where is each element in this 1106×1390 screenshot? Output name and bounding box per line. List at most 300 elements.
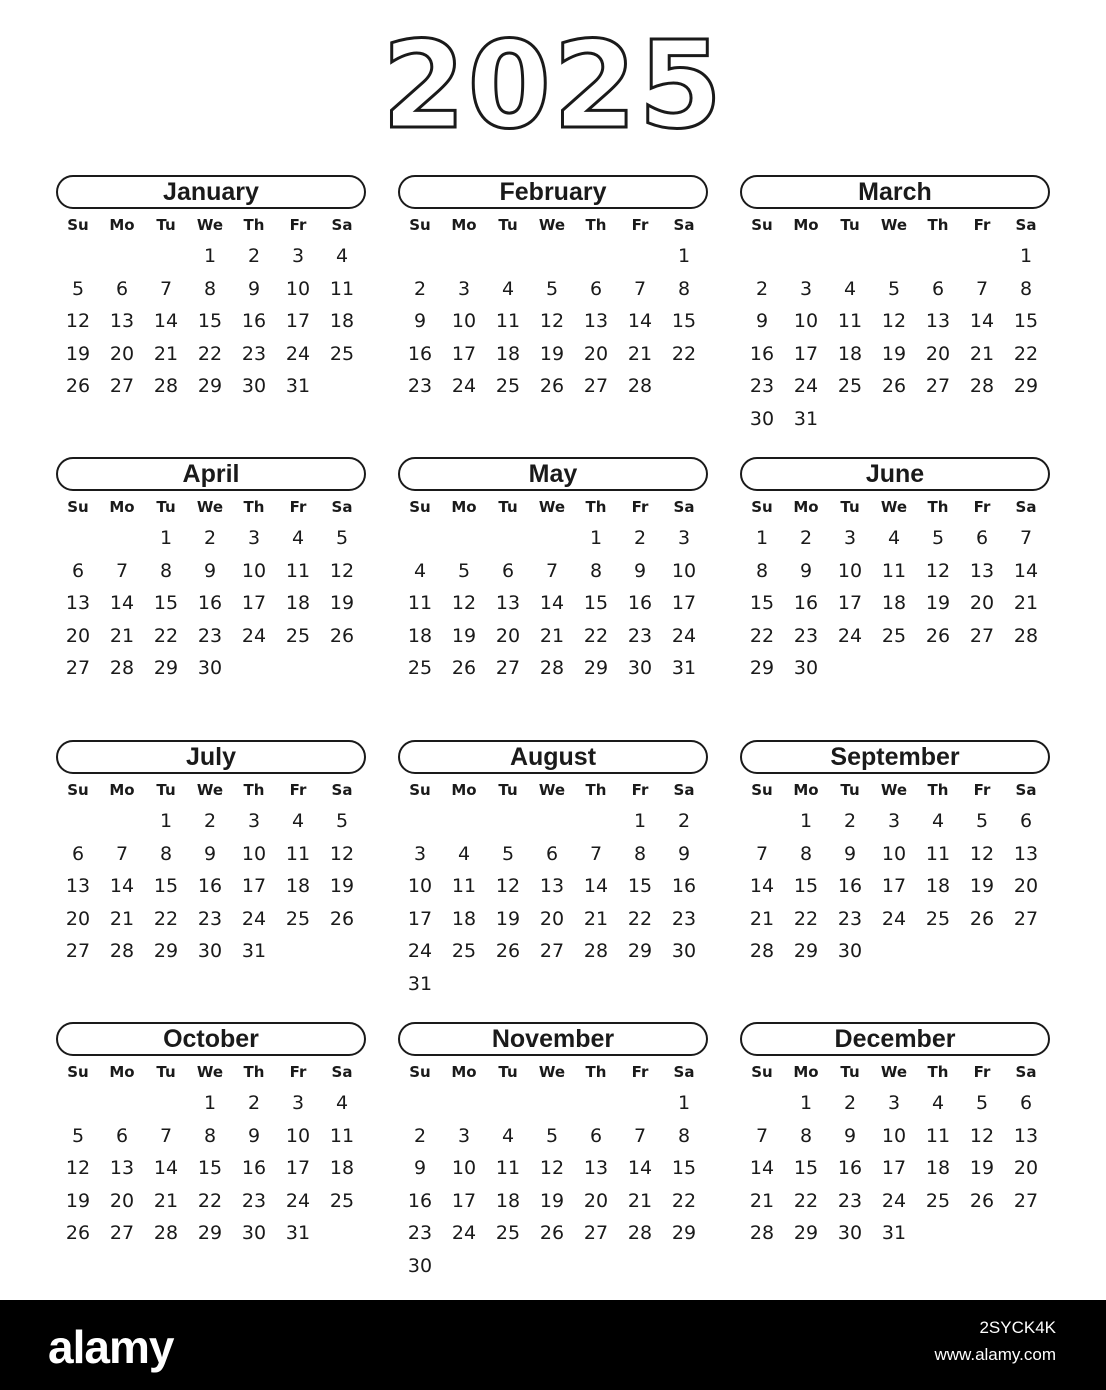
day-cell: 20	[109, 342, 135, 365]
footer-image-id: 2SYCK4K	[979, 1318, 1056, 1337]
weekday-label: Tu	[156, 1063, 176, 1081]
day-cell: 4	[335, 245, 349, 267]
day-cell: 22	[793, 907, 819, 930]
day-cell: 12	[969, 842, 995, 865]
weekday-label: Mo	[109, 498, 135, 516]
day-cell: 14	[583, 875, 609, 897]
day-cell: 16	[197, 875, 223, 897]
day-cell: 21	[153, 342, 179, 365]
month-september	[740, 740, 1050, 962]
day-cell: 23	[627, 624, 653, 647]
day-cell: 4	[501, 277, 515, 300]
day-cell: 7	[115, 559, 129, 582]
day-cell: 28	[109, 657, 135, 679]
weekday-label: Fr	[973, 781, 991, 799]
day-cell: 13	[969, 559, 995, 582]
day-cell: 23	[241, 1189, 267, 1212]
weekday-label: Su	[751, 216, 773, 234]
day-cell: 25	[285, 624, 311, 647]
day-cell: 8	[159, 559, 173, 582]
day-cell: 2	[677, 810, 691, 832]
day-cell: 17	[881, 875, 907, 897]
day-cell: 29	[793, 940, 819, 962]
day-cell: 13	[583, 310, 609, 332]
weekday-label: Tu	[498, 781, 518, 799]
day-cell: 27	[539, 940, 565, 962]
footer-url: www.alamy.com	[934, 1345, 1056, 1364]
day-cell: 26	[969, 1189, 995, 1212]
day-cell: 27	[65, 657, 91, 679]
day-cell: 4	[931, 1092, 945, 1114]
day-cell: 29	[749, 657, 775, 679]
year-title: 2025	[382, 17, 724, 156]
weekday-label: We	[196, 216, 224, 234]
day-cell: 20	[495, 624, 521, 647]
weekday-label: Tu	[156, 498, 176, 516]
day-cell: 22	[627, 907, 653, 930]
day-cell: 18	[837, 342, 863, 365]
month-february	[398, 175, 708, 397]
day-cell: 30	[627, 657, 653, 679]
day-cell: 13	[1013, 1124, 1039, 1147]
day-cell: 9	[677, 842, 691, 865]
day-cell: 20	[1013, 875, 1039, 897]
day-cell: 1	[203, 245, 217, 267]
weekday-label: Su	[67, 781, 89, 799]
day-cell: 11	[925, 842, 951, 865]
weekday-label: Fr	[289, 781, 307, 799]
day-cell: 24	[671, 624, 697, 647]
day-cell: 28	[109, 940, 135, 962]
day-cell: 18	[925, 875, 951, 897]
day-cell: 23	[837, 907, 863, 930]
day-cell: 16	[793, 592, 819, 614]
weekday-label: Th	[927, 216, 949, 234]
day-cell: 8	[677, 1124, 691, 1147]
day-cell: 3	[247, 527, 261, 549]
day-cell: 26	[65, 375, 91, 397]
weekday-label: Tu	[156, 781, 176, 799]
day-cell: 19	[495, 907, 521, 930]
day-cell: 27	[109, 375, 135, 397]
weekday-label: Tu	[498, 1063, 518, 1081]
day-cell: 10	[881, 842, 907, 865]
day-cell: 19	[329, 875, 355, 897]
day-cell: 18	[285, 592, 311, 614]
day-cell: 24	[451, 375, 477, 397]
day-cell: 28	[969, 375, 995, 397]
day-cell: 9	[203, 842, 217, 865]
day-cell: 5	[975, 1092, 989, 1114]
weekday-header-row	[740, 210, 1050, 240]
day-cell: 22	[671, 1189, 697, 1212]
weekday-label: Mo	[793, 216, 819, 234]
weekday-label: Mo	[451, 781, 477, 799]
day-cell: 18	[329, 310, 355, 332]
day-cell: 17	[241, 592, 267, 614]
day-cell: 29	[793, 1222, 819, 1244]
day-cell: 5	[335, 527, 349, 549]
day-cell: 19	[539, 342, 565, 365]
weekday-label: Sa	[331, 498, 353, 516]
weekday-label: Tu	[840, 781, 860, 799]
day-cell: 31	[285, 375, 311, 397]
day-cell: 31	[793, 407, 819, 430]
day-cell: 26	[495, 940, 521, 962]
weekday-label: Tu	[840, 498, 860, 516]
month-name: September	[740, 740, 1050, 774]
day-cell: 23	[837, 1189, 863, 1212]
day-cell: 24	[881, 907, 907, 930]
day-cell: 4	[887, 527, 901, 549]
day-cell: 3	[291, 1092, 305, 1114]
day-cell: 25	[837, 375, 863, 397]
weekday-label: Fr	[973, 1063, 991, 1081]
day-cell: 24	[451, 1222, 477, 1244]
day-cell: 4	[931, 810, 945, 832]
day-cell: 28	[749, 1222, 775, 1244]
day-cell: 18	[881, 592, 907, 614]
day-cell: 24	[881, 1189, 907, 1212]
day-cell: 6	[115, 277, 129, 300]
day-cell: 13	[539, 875, 565, 897]
day-cell: 26	[329, 624, 355, 647]
day-cell: 11	[495, 310, 521, 332]
day-cell: 31	[881, 1222, 907, 1244]
day-cell: 15	[749, 592, 775, 614]
weekday-header-row	[398, 1057, 708, 1087]
footer-logo: alamy	[48, 1321, 174, 1373]
day-cell: 19	[451, 624, 477, 647]
month-name: July	[56, 740, 366, 774]
day-cell: 9	[799, 559, 813, 582]
weekday-label: Sa	[331, 781, 353, 799]
day-cell: 2	[633, 527, 647, 549]
day-cell: 31	[671, 657, 697, 679]
day-cell: 22	[153, 624, 179, 647]
day-cell: 13	[109, 1157, 135, 1179]
day-cell: 28	[153, 375, 179, 397]
weekday-header-row	[56, 1057, 366, 1087]
day-cell: 18	[925, 1157, 951, 1179]
day-cell: 20	[925, 342, 951, 365]
weekday-label: Sa	[1015, 781, 1037, 799]
day-cell: 11	[451, 875, 477, 897]
weekday-label: We	[880, 781, 908, 799]
weekday-label: Su	[751, 781, 773, 799]
day-cell: 22	[583, 624, 609, 647]
weekday-label: Mo	[793, 781, 819, 799]
day-cell: 23	[241, 342, 267, 365]
day-cell: 24	[793, 375, 819, 397]
weekday-label: We	[538, 498, 566, 516]
day-cell: 11	[329, 1124, 355, 1147]
day-cell: 13	[65, 875, 91, 897]
day-cell: 22	[197, 1189, 223, 1212]
day-cell: 18	[495, 342, 521, 365]
day-cell: 8	[159, 842, 173, 865]
day-cell: 29	[153, 657, 179, 679]
day-cell: 25	[329, 1189, 355, 1212]
day-cell: 10	[451, 310, 477, 332]
month-october	[56, 1022, 366, 1244]
day-cell: 12	[495, 875, 521, 897]
day-cell: 24	[407, 940, 433, 962]
day-cell: 1	[799, 810, 813, 832]
day-cell: 7	[1019, 527, 1033, 549]
day-cell: 28	[627, 375, 653, 397]
day-cell: 28	[627, 1222, 653, 1244]
weekday-label: Th	[585, 498, 607, 516]
weekday-label: Fr	[289, 1063, 307, 1081]
weekday-label: Fr	[973, 498, 991, 516]
weekday-label: We	[538, 781, 566, 799]
day-cell: 12	[969, 1124, 995, 1147]
day-cell: 23	[671, 907, 697, 930]
day-cell: 26	[925, 624, 951, 647]
day-cell: 21	[109, 907, 135, 930]
day-cell: 20	[583, 342, 609, 365]
day-cell: 12	[539, 310, 565, 332]
month-name: May	[398, 457, 708, 491]
day-cell: 25	[329, 342, 355, 365]
day-cell: 30	[793, 657, 819, 679]
day-cell: 21	[153, 1189, 179, 1212]
day-cell: 2	[413, 1124, 427, 1147]
month-name: February	[398, 175, 708, 209]
weekday-label: Fr	[289, 216, 307, 234]
weekday-label: We	[196, 498, 224, 516]
day-cell: 16	[627, 592, 653, 614]
day-cell: 23	[197, 907, 223, 930]
day-cell: 19	[65, 1189, 91, 1212]
day-cell: 13	[583, 1157, 609, 1179]
weekday-label: Sa	[673, 781, 695, 799]
weekday-label: We	[880, 498, 908, 516]
day-cell: 8	[203, 277, 217, 300]
day-cell: 27	[583, 1222, 609, 1244]
weekday-label: Th	[585, 781, 607, 799]
day-cell: 20	[1013, 1157, 1039, 1179]
day-cell: 14	[109, 875, 135, 897]
month-may	[398, 457, 708, 679]
day-cell: 7	[159, 277, 173, 300]
day-cell: 6	[975, 527, 989, 549]
day-cell: 7	[755, 842, 769, 865]
weekday-label: Mo	[109, 781, 135, 799]
day-cell: 7	[755, 1124, 769, 1147]
day-cell: 7	[159, 1124, 173, 1147]
day-cell: 1	[755, 527, 769, 549]
day-cell: 7	[633, 277, 647, 300]
day-cell: 16	[197, 592, 223, 614]
weekday-label: We	[196, 1063, 224, 1081]
weekday-label: Su	[751, 498, 773, 516]
day-cell: 11	[285, 842, 311, 865]
day-cell: 1	[159, 810, 173, 832]
day-cell: 5	[335, 810, 349, 832]
weekday-header-row	[56, 775, 366, 805]
day-cell: 2	[203, 810, 217, 832]
day-cell: 21	[583, 907, 609, 930]
month-name: December	[740, 1022, 1050, 1056]
month-name: March	[740, 175, 1050, 209]
day-cell: 1	[1019, 245, 1033, 267]
day-cell: 10	[451, 1157, 477, 1179]
day-cell: 21	[539, 624, 565, 647]
day-cell: 26	[539, 375, 565, 397]
month-name: October	[56, 1022, 366, 1056]
day-cell: 3	[413, 842, 427, 865]
day-cell: 30	[241, 375, 267, 397]
month-name: November	[398, 1022, 708, 1056]
month-june	[740, 457, 1050, 679]
weekday-label: Th	[243, 498, 265, 516]
day-cell: 8	[799, 842, 813, 865]
day-cell: 2	[413, 277, 427, 300]
day-cell: 24	[837, 624, 863, 647]
day-cell: 12	[451, 592, 477, 614]
day-cell: 10	[671, 559, 697, 582]
day-cell: 17	[285, 310, 311, 332]
weekday-label: Sa	[673, 1063, 695, 1081]
day-cell: 21	[969, 342, 995, 365]
weekday-label: Tu	[498, 216, 518, 234]
day-cell: 23	[407, 375, 433, 397]
day-cell: 10	[881, 1124, 907, 1147]
day-cell: 4	[843, 277, 857, 300]
day-cell: 25	[407, 657, 433, 679]
day-cell: 9	[755, 310, 769, 332]
day-cell: 1	[677, 245, 691, 267]
day-cell: 26	[65, 1222, 91, 1244]
day-cell: 2	[203, 527, 217, 549]
day-cell: 11	[407, 592, 433, 614]
day-cell: 16	[671, 875, 697, 897]
day-cell: 17	[793, 342, 819, 365]
day-cell: 21	[109, 624, 135, 647]
day-cell: 23	[749, 375, 775, 397]
day-cell: 17	[451, 1189, 477, 1212]
weekday-label: Fr	[631, 498, 649, 516]
day-cell: 28	[1013, 624, 1039, 647]
day-cell: 15	[671, 1157, 697, 1179]
day-cell: 28	[749, 940, 775, 962]
day-cell: 24	[241, 907, 267, 930]
day-cell: 18	[495, 1189, 521, 1212]
day-cell: 5	[457, 559, 471, 582]
weekday-label: Su	[409, 498, 431, 516]
weekday-header-row	[740, 1057, 1050, 1087]
day-cell: 15	[793, 875, 819, 897]
day-cell: 13	[1013, 842, 1039, 865]
day-cell: 13	[495, 592, 521, 614]
day-cell: 9	[203, 559, 217, 582]
day-cell: 17	[837, 592, 863, 614]
day-cell: 22	[749, 624, 775, 647]
weekday-label: Th	[243, 781, 265, 799]
month-july	[56, 740, 366, 962]
day-cell: 12	[925, 559, 951, 582]
day-cell: 19	[65, 342, 91, 365]
day-cell: 21	[749, 1189, 775, 1212]
footer-bar	[0, 1300, 1106, 1390]
day-cell: 14	[153, 310, 179, 332]
day-cell: 24	[241, 624, 267, 647]
day-cell: 3	[843, 527, 857, 549]
day-cell: 30	[197, 657, 223, 679]
day-cell: 17	[451, 342, 477, 365]
day-cell: 7	[115, 842, 129, 865]
day-cell: 21	[749, 907, 775, 930]
day-cell: 10	[285, 277, 311, 300]
day-cell: 18	[451, 907, 477, 930]
day-cell: 13	[109, 310, 135, 332]
weekday-label: Mo	[793, 1063, 819, 1081]
day-cell: 27	[925, 375, 951, 397]
day-cell: 8	[633, 842, 647, 865]
month-name: June	[740, 457, 1050, 491]
day-cell: 5	[545, 277, 559, 300]
day-cell: 16	[241, 1157, 267, 1179]
weekday-label: Su	[67, 216, 89, 234]
month-name: August	[398, 740, 708, 774]
weekday-label: Tu	[840, 1063, 860, 1081]
day-cell: 6	[501, 559, 515, 582]
weekday-label: Th	[927, 498, 949, 516]
weekday-label: Mo	[451, 216, 477, 234]
day-cell: 22	[153, 907, 179, 930]
day-cell: 3	[887, 810, 901, 832]
day-cell: 15	[153, 875, 179, 897]
month-name: April	[56, 457, 366, 491]
day-cell: 26	[329, 907, 355, 930]
day-cell: 2	[799, 527, 813, 549]
day-cell: 29	[1013, 375, 1039, 397]
day-cell: 29	[627, 940, 653, 962]
day-cell: 30	[749, 407, 775, 430]
day-cell: 21	[1013, 592, 1039, 614]
day-cell: 15	[197, 310, 223, 332]
day-cell: 1	[633, 810, 647, 832]
day-cell: 15	[583, 592, 609, 614]
day-cell: 6	[1019, 810, 1033, 832]
day-cell: 27	[1013, 907, 1039, 930]
day-cell: 12	[881, 310, 907, 332]
day-cell: 7	[545, 559, 559, 582]
month-name: January	[56, 175, 366, 209]
month-april	[56, 457, 366, 679]
weekday-label: Fr	[973, 216, 991, 234]
day-cell: 13	[925, 310, 951, 332]
weekday-label: Th	[585, 1063, 607, 1081]
day-cell: 11	[925, 1124, 951, 1147]
weekday-label: We	[538, 216, 566, 234]
weekday-label: Sa	[331, 216, 353, 234]
day-cell: 25	[495, 375, 521, 397]
day-cell: 30	[837, 940, 863, 962]
weekday-label: Th	[243, 216, 265, 234]
day-cell: 9	[843, 1124, 857, 1147]
day-cell: 10	[241, 842, 267, 865]
day-cell: 30	[407, 1254, 433, 1277]
day-cell: 4	[413, 559, 427, 582]
day-cell: 19	[925, 592, 951, 614]
day-cell: 20	[65, 624, 91, 647]
day-cell: 6	[931, 277, 945, 300]
month-january	[56, 175, 366, 397]
day-cell: 3	[887, 1092, 901, 1114]
